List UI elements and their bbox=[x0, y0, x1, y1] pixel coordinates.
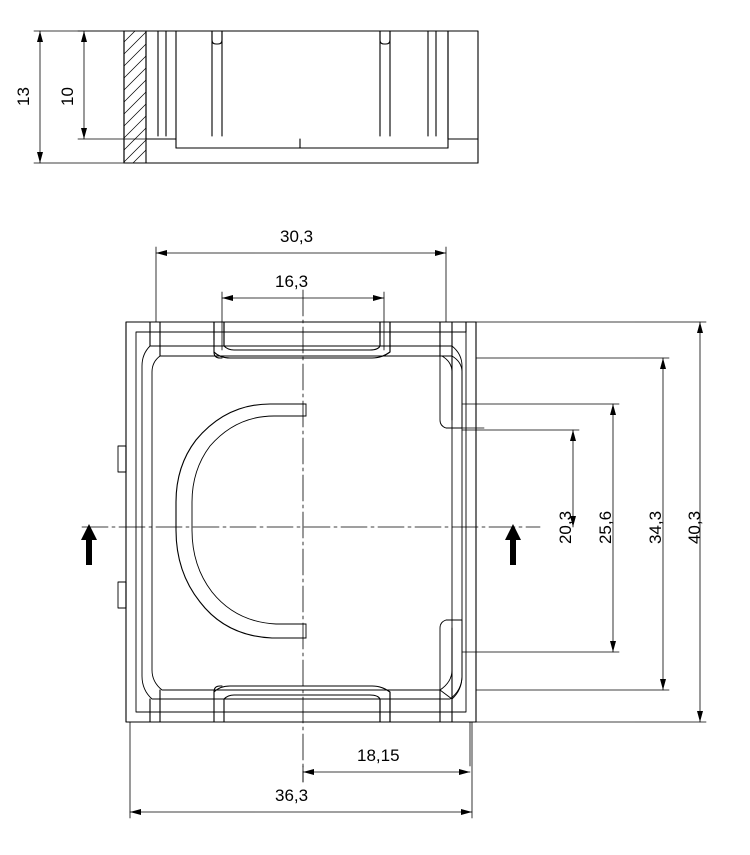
dim-label-25-6: 25,6 bbox=[596, 510, 616, 545]
dim-13 bbox=[34, 31, 124, 163]
dim-label-10: 10 bbox=[57, 87, 77, 106]
dim-10 bbox=[78, 31, 146, 139]
dim-label-36-3: 36,3 bbox=[275, 786, 309, 805]
section-arrow-left bbox=[81, 524, 97, 565]
dim-label-13: 13 bbox=[13, 87, 33, 106]
dim-label-40-3: 40,3 bbox=[685, 510, 705, 545]
dim-40-3 bbox=[476, 322, 706, 722]
top-section-view bbox=[124, 31, 478, 163]
section-arrow-right bbox=[505, 524, 521, 565]
front-view bbox=[118, 322, 484, 722]
dim-label-16-3: 16,3 bbox=[275, 272, 309, 291]
dim-label-30-3: 30,3 bbox=[280, 227, 314, 246]
dim-label-34-3: 34,3 bbox=[646, 510, 666, 545]
dim-label-18-15: 18,15 bbox=[357, 746, 400, 765]
dim-label-20-3: 20,3 bbox=[556, 510, 576, 545]
